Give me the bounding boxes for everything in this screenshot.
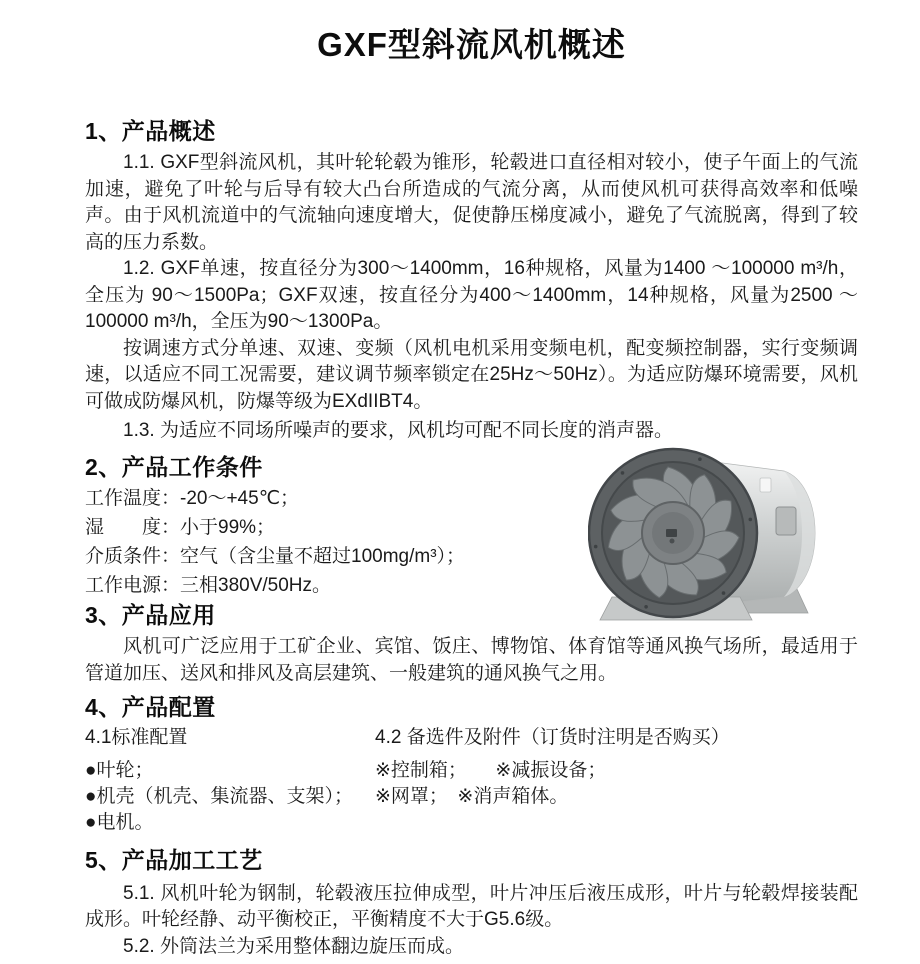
section-1-paragraph-2: 1.2. GXF单速，按直径分为300～1400mm，16种规格，风量为1400 ～100000 m³/h，全压为 90～1500Pa；GXF双速，按直径分为400～1400mm，14种规格，风量为2500 ～100000 m³/h，全压为90～1300Pa。 bbox=[85, 258, 858, 332]
config-row bbox=[85, 758, 858, 784]
condition-power: 工作电源：三相380V/50Hz。 bbox=[85, 574, 332, 596]
section-3-paragraph: 风机可广泛应用于工矿企业、宾馆、饭庄、博物馆、体育馆等通风换气场所，最适用于管道加压、送风和排风及高层建筑、一般建筑的通风换气之用。 bbox=[85, 635, 858, 684]
section-5-paragraph-1: 5.1. 风机叶轮为钢制，轮毂液压拉伸成型，叶片冲压后液压成形，叶片与轮毂焊接装配成形。叶轮经静、动平衡校正，平衡精度不大于G5.6级。 bbox=[85, 882, 858, 930]
optional-config-title: 4.2 备选件及附件（订货时注明是否购买） bbox=[375, 726, 730, 748]
config-item-motor: ●电机。 bbox=[85, 811, 154, 833]
section-5-heading: 5、产品加工工艺 bbox=[85, 846, 263, 873]
section-2-heading: 2、产品工作条件 bbox=[85, 453, 263, 480]
mixed-flow-fan-photo bbox=[588, 441, 846, 625]
config-item-casing: ●机壳（机壳、集流器、支架）； bbox=[85, 785, 353, 807]
section-1-paragraph-1: 1.1. GXF型斜流风机，其叶轮轮毂为锥形，轮毂进口直径相对较小，使子午面上的气流加速，避免了叶轮与后导有较大凸台所造成的气流分离，从而使风机可获得高效率和低噪声。由于风机流道中的气流轴向速度增大，促使静压梯度减小，避免了气流脱离，得到了较高的压力系数。 bbox=[85, 152, 858, 253]
section-3-heading: 3、产品应用 bbox=[85, 601, 216, 628]
standard-config-title: 4.1标准配置 bbox=[85, 726, 188, 748]
fan-latch bbox=[776, 507, 796, 535]
config-row bbox=[85, 810, 858, 836]
config-option-control-box: ※控制箱； ※减振设备； bbox=[375, 759, 607, 781]
config-item-impeller: ●叶轮； bbox=[85, 759, 154, 781]
section-1-heading: 1、产品概述 bbox=[85, 118, 216, 144]
page-title: GXF型斜流风机概述 bbox=[317, 26, 626, 63]
section-4-heading: 4、产品配置 bbox=[85, 693, 216, 720]
config-option-mesh-cover: ※网罩； ※消声箱体。 bbox=[375, 785, 569, 807]
condition-medium: 介质条件：空气（含尘量不超过100mg/m³）； bbox=[85, 545, 466, 567]
fan-impeller bbox=[589, 449, 757, 617]
section-1-paragraph-3: 按调速方式分单速、双速、变频（风机电机采用变频电机，配变频控制器，实行变频调速，以适应不同工况需要，建议调节频率锁定在25Hz～50Hz）。为适应防爆环境需要，风机可做成防爆风机，防爆等级为EXdIIBT4。 bbox=[85, 337, 858, 412]
fan-label-plate bbox=[760, 478, 771, 492]
config-column-headers bbox=[85, 726, 858, 750]
config-option-empty bbox=[375, 810, 858, 836]
section-5-paragraph-2: 5.2. 外筒法兰为采用整体翻边旋压而成。 bbox=[123, 935, 464, 957]
config-row bbox=[85, 784, 858, 810]
section-1-paragraph-4: 1.3. 为适应不同场所噪声的要求，风机均可配不同长度的消声器。 bbox=[123, 420, 673, 441]
condition-temperature: 工作温度：-20～+45℃； bbox=[85, 487, 300, 509]
condition-humidity: 湿 度：小于99%； bbox=[85, 516, 276, 538]
config-list bbox=[85, 758, 858, 836]
